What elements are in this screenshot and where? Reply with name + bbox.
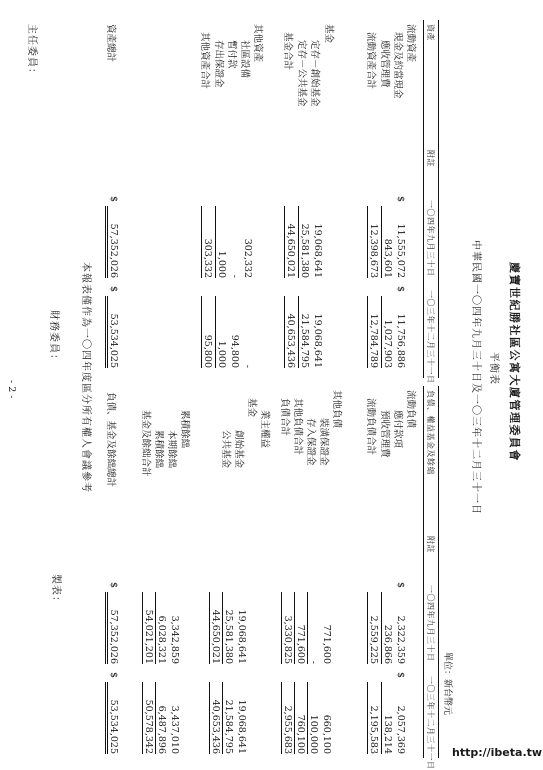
liab-grand-total-cur-sign: $ xyxy=(108,582,119,589)
liab-payable-prev-sign: $ xyxy=(395,672,406,679)
equity-founding-label: 創始基金 xyxy=(233,430,244,469)
asset-grand-total-prev-sign: $ xyxy=(108,286,119,293)
period-surplus-prev: 3,437,010 xyxy=(169,705,180,754)
equity-fund-sub: 基金 xyxy=(246,398,257,418)
unit-label: 單位：新台幣元 xyxy=(442,652,452,716)
chair-signature-label: 主任委員： xyxy=(26,24,37,79)
liab-grand-total-prev-sign: $ xyxy=(108,672,119,679)
liab-payable-label: 應付款項 xyxy=(392,410,403,449)
acc-surplus-cur: 6,028,321 xyxy=(155,592,167,664)
equity-total-label: 基金及餘絀合計 xyxy=(140,410,151,477)
asset-grand-total-cur: 57,352,026 xyxy=(105,206,119,278)
liab-current-total-cur: 2,559,225 xyxy=(367,592,379,664)
equity-total-prev: 50,578,342 xyxy=(142,682,154,754)
liab-advance-label: 預收管理費 xyxy=(379,410,390,458)
liab-total-cur: 3,330,825 xyxy=(281,592,293,664)
asset-fund-total-label: 基金合計 xyxy=(282,32,293,71)
asset-prepaid-prev: 94,800 xyxy=(229,334,240,368)
liab-note-heading: 附註 xyxy=(426,536,435,553)
asset-receivable-prev: 1,027,903 xyxy=(381,296,393,368)
preparer-signature-label: 製表： xyxy=(50,574,61,607)
liab-prev-heading: 一〇三年十二月三十一日 xyxy=(426,676,435,770)
asset-deposit-label: 存出保證金 xyxy=(213,40,224,88)
acc-surplus-prev: 6,487,896 xyxy=(155,682,167,754)
liab-guarantee-cur: - xyxy=(307,592,319,664)
liab-maint-dep-label: 裝潢保證金 xyxy=(318,418,329,466)
asset-fd-reserve-prev: 19,068,641 xyxy=(312,313,323,368)
asset-cash-label: 現金及約當現金 xyxy=(392,32,403,99)
asset-cash-prev: 11,756,886 xyxy=(395,313,406,368)
liab-maint-dep-prev: 660,100 xyxy=(321,714,332,754)
assets-cur-heading: 一〇四年九月三十日 xyxy=(426,200,435,277)
equity-founding-prev: 19,068,641 xyxy=(236,699,247,754)
equity-fund-total-prev: 40,653,436 xyxy=(209,682,221,754)
equity-founding-cur: 19,068,641 xyxy=(236,609,247,664)
asset-grand-total-prev: 53,534,025 xyxy=(105,296,119,368)
assets-fund-section: 基金 xyxy=(323,24,334,44)
asset-current-total-prev: 12,784,789 xyxy=(367,296,379,368)
asset-cash-cur: 11,555,072 xyxy=(395,223,406,278)
asset-other-total-label: 其他資產合計 xyxy=(199,32,210,90)
equity-total-cur: 54,021,201 xyxy=(142,592,154,664)
doc-subtitle: 平衡表 xyxy=(488,352,499,385)
liab-payable-cur-sign: $ xyxy=(395,582,406,589)
equity-section: 業主權益 xyxy=(259,410,270,449)
asset-fd-reserve-cur: 19,068,641 xyxy=(312,223,323,278)
asset-receivable-cur: 843,601 xyxy=(381,206,393,278)
equity-fund-total-cur: 44,650,021 xyxy=(209,592,221,664)
asset-current-total-cur: 12,398,673 xyxy=(367,206,379,278)
watermark-url[interactable]: http://ibeta.tw xyxy=(452,746,543,759)
asset-equipment-prev: - xyxy=(242,364,253,368)
asset-fund-total-prev: 40,653,436 xyxy=(284,296,296,368)
asset-receivable-label: 應收管理費 xyxy=(379,40,390,88)
equity-public-prev: 21,584,795 xyxy=(222,682,234,754)
liab-total-prev: 2,955,683 xyxy=(281,682,293,754)
asset-current-total-label: 流動資產合計 xyxy=(365,32,376,90)
liab-current-total-prev: 2,195,583 xyxy=(367,682,379,754)
liab-payable-prev: 2,057,369 xyxy=(395,705,406,754)
asset-prepaid-cur: - xyxy=(229,274,240,278)
report-note: 本報表僅作為一〇四年度區分所有權人會議參考 xyxy=(80,262,91,493)
asset-fd-reserve-label: 定存－創始基金 xyxy=(309,40,320,107)
equity-public-cur: 25,581,380 xyxy=(222,592,234,664)
asset-other-total-prev: 95,800 xyxy=(201,296,213,368)
finance-signature-label: 財務委員： xyxy=(48,310,59,365)
assets-note-heading: 附註 xyxy=(426,150,435,167)
asset-fund-total-cur: 44,650,021 xyxy=(284,206,296,278)
doc-title: 慶寶世紀勝社區公寓大廈管理委員會 xyxy=(508,262,521,462)
asset-cash-prev-sign: $ xyxy=(395,286,406,293)
liab-current-section: 流動負債 xyxy=(405,390,416,429)
liab-guarantee-label: 存入保證金 xyxy=(305,418,316,466)
assets-heading: 資產 xyxy=(426,24,435,41)
period-surplus-cur: 3,342,859 xyxy=(169,615,180,664)
acc-surplus-label: 累積餘絀 xyxy=(153,430,164,469)
liab-other-total-cur: 771,600 xyxy=(294,592,306,664)
asset-prepaid-label: 暫付款 xyxy=(226,40,237,69)
liab-payable-cur: 2,322,359 xyxy=(395,615,406,664)
asset-deposit-prev: 1,000 xyxy=(215,296,227,368)
asset-cash-cur-sign: $ xyxy=(395,196,406,203)
asset-fd-public-label: 定存－公共基金 xyxy=(296,40,307,107)
liab-other-total-prev: 760,100 xyxy=(294,682,306,754)
asset-equipment-cur: 302,332 xyxy=(242,238,253,278)
asset-deposit-cur: 1,000 xyxy=(215,206,227,278)
liab-advance-cur: 236,866 xyxy=(381,592,393,664)
liab-grand-total-prev: 53,534,025 xyxy=(105,682,119,754)
liab-current-total-label: 流動負債合計 xyxy=(365,398,376,456)
surplus-section: 累積餘絀 xyxy=(179,410,190,449)
asset-fd-public-cur: 25,581,380 xyxy=(298,206,310,278)
assets-current-section: 流動資產 xyxy=(405,24,416,63)
equity-public-label: 公共基金 xyxy=(220,430,231,469)
assets-prev-heading: 一〇三年十二月三十一日 xyxy=(426,290,435,384)
assets-other-section: 其他資產 xyxy=(252,24,263,63)
liab-advance-prev: 138,214 xyxy=(381,682,393,754)
liab-maint-dep-cur: 771,600 xyxy=(321,624,332,664)
page-number: - 2 - xyxy=(6,380,17,399)
doc-date: 中華民國一〇四年九月三十日及一〇三年十二月三十一日 xyxy=(470,240,481,515)
liab-heading: 負債、權益基金及餘絀 xyxy=(426,390,435,475)
liab-grand-total-label: 負債、基金及餘絀總計 xyxy=(105,392,116,488)
liab-other-section: 其他負債 xyxy=(331,390,342,429)
asset-other-total-cur: 303,332 xyxy=(201,206,213,278)
asset-equipment-label: 社區設備 xyxy=(239,40,250,79)
liab-cur-heading: 一〇四年九月三十日 xyxy=(426,585,435,662)
asset-grand-total-label: 資產總計 xyxy=(105,24,116,63)
liab-grand-total-cur: 57,352,026 xyxy=(105,592,119,664)
period-surplus-label: 本期餘絀 xyxy=(166,430,177,469)
asset-fd-public-prev: 21,584,795 xyxy=(298,296,310,368)
liab-other-total-label: 其他負債合計 xyxy=(292,398,303,456)
asset-grand-total-cur-sign: $ xyxy=(108,196,119,203)
liab-guarantee-prev: 100,000 xyxy=(307,682,319,754)
liab-total-label: 負債合計 xyxy=(279,398,290,437)
